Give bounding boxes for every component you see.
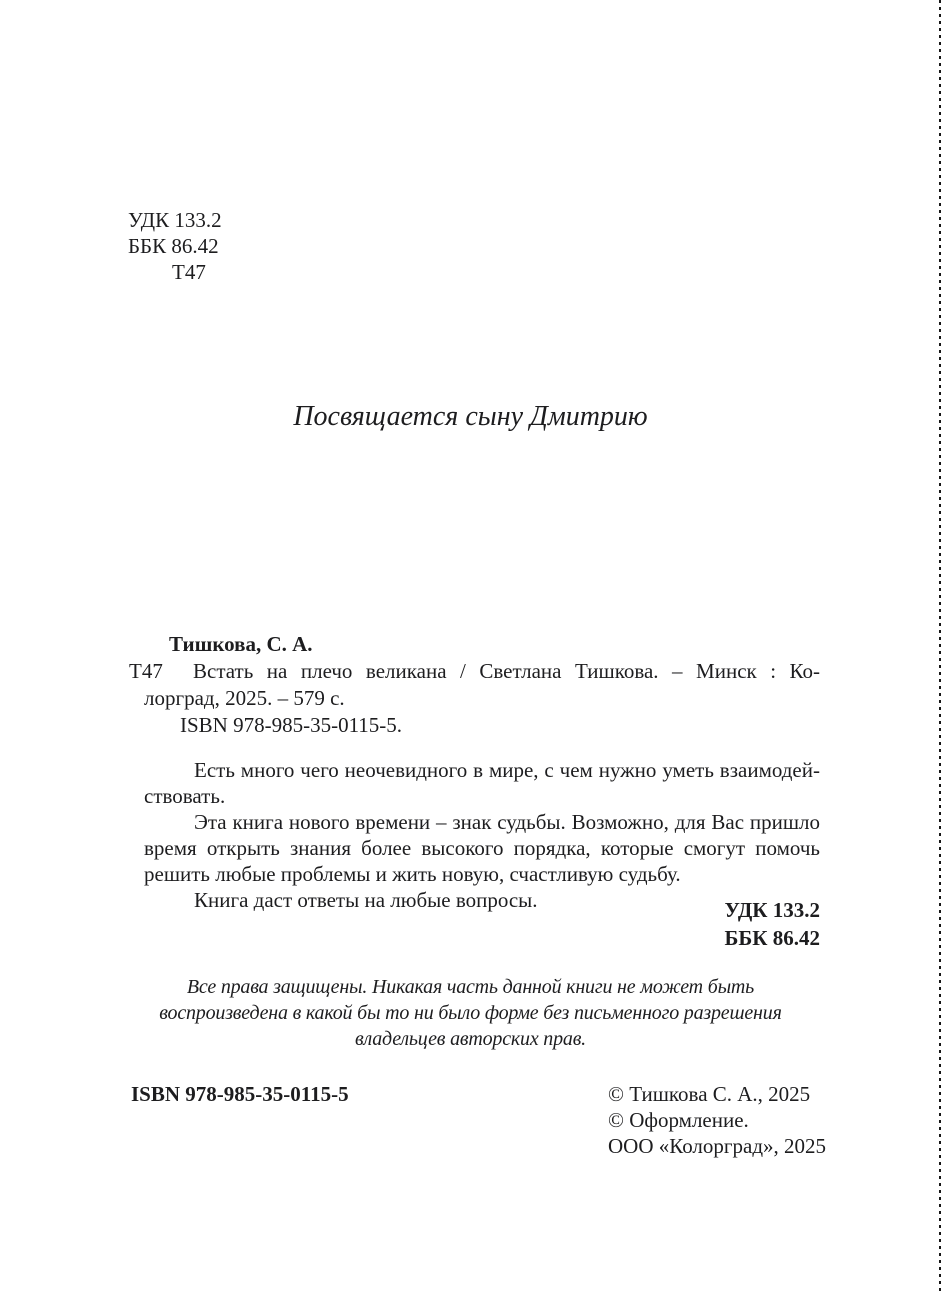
dedication-line: Посвящается сыну Дмитрию — [293, 401, 648, 432]
author-sign: Т47 — [172, 260, 206, 284]
classification-right-block — [725, 896, 821, 952]
catalog-card — [129, 631, 820, 739]
annotation-block — [144, 757, 820, 913]
copyright-author-line: © Тишкова С. А., 2025 — [608, 1082, 811, 1106]
catalog-isbn-line: ISBN 978-985-35-0115-5. — [180, 713, 403, 737]
annotation-para1-line2: ствовать. — [144, 784, 226, 808]
imprint-isbn: ISBN 978-985-35-0115-5 — [131, 1082, 349, 1106]
rights-line2: воспроизведена в какой бы то ни было форме без письменного разрешения — [159, 1002, 782, 1024]
annotation-para2-line2: время открыть знания более высокого порядка, которые смогут помочь — [144, 836, 820, 860]
copyright-design-line: © Оформление. — [608, 1108, 749, 1132]
rights-notice — [0, 974, 941, 1052]
annotation-para1-line1: Есть много чего неочевидного в мире, с чем нужно уметь взаимодей- — [194, 758, 820, 782]
udk-code-right: УДК 133.2 — [724, 898, 820, 922]
rights-line1: Все права защищены. Никакая часть данной книги не может быть — [186, 976, 755, 998]
imprint-copyright-block — [608, 1081, 826, 1159]
annotation-para2-line1: Эта книга нового времени – знак судьбы. Возможно, для Вас пришло — [194, 810, 820, 834]
classification-top-block — [128, 207, 222, 285]
rights-line3: владельцев авторских прав. — [355, 1028, 586, 1050]
bbk-code: ББК 86.42 — [128, 234, 219, 258]
catalog-margin-sign: Т47 — [129, 659, 163, 683]
copyright-publisher-line: ООО «Колорград», 2025 — [608, 1134, 827, 1158]
udk-code: УДК 133.2 — [128, 208, 222, 232]
annotation-para2-line3: решить любые проблемы и жить новую, счастливую судьбу. — [144, 862, 681, 886]
annotation-para3: Книга даст ответы на любые вопросы. — [194, 888, 538, 912]
catalog-entry-line1-text: Встать на плечо великана / Светлана Тишкова. – Минск : Ко- — [193, 659, 820, 683]
catalog-entry-line1 — [129, 658, 820, 685]
catalog-author-heading: Тишкова, С. А. — [169, 632, 313, 656]
catalog-entry-line2: лорград, 2025. – 579 с. — [144, 686, 345, 710]
bbk-code-right: ББК 86.42 — [724, 926, 820, 950]
